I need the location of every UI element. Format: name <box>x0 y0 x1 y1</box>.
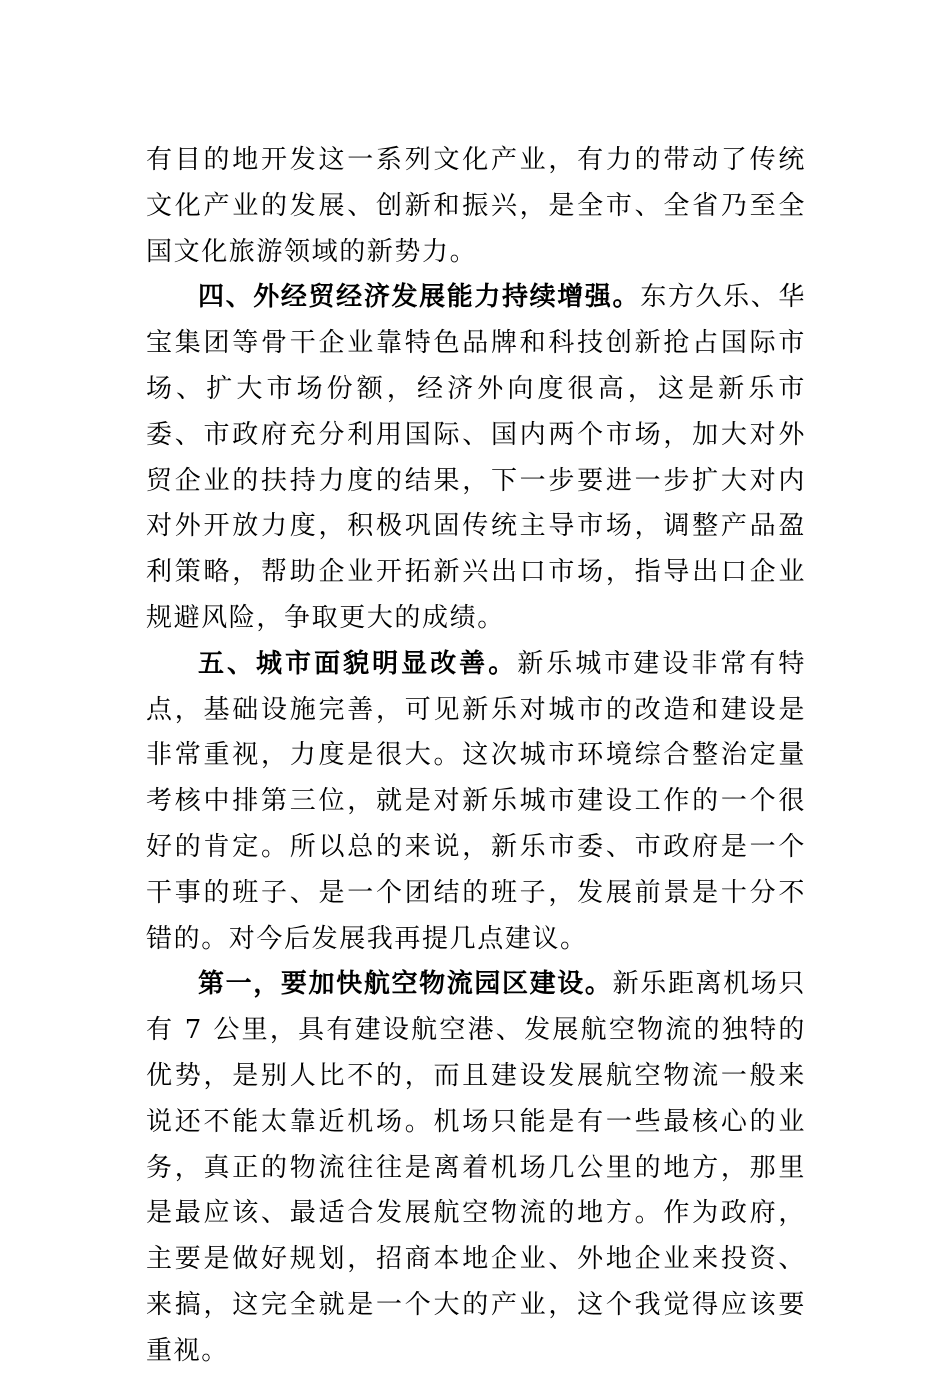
document-page <box>146 138 806 1375</box>
paragraph-lead: 五、城市面貌明显改善。 <box>198 648 518 679</box>
paragraph-lead: 第一，要加快航空物流园区建设。 <box>198 969 613 1000</box>
paragraph-continuation <box>146 138 806 275</box>
paragraph-text: 新乐距离机场只有 7 公里，具有建设航空港、发展航空物流的独特的优势，是别人比不的，而且建设发展航空物流一般来说还不能太靠近机场。机场只能是有一些最核心的业务，真正的物流往往是离着机场几公里的地方，那里是最应该、最适合发展航空物流的地方。作为政府，主要是做好规划，招商本地企业、外地企业来投资、来搞，这完全就是一个大的产业，这个我觉得应该要重视。 <box>146 969 806 1366</box>
paragraph-suggestion-one <box>146 962 806 1374</box>
paragraph-section-four <box>146 275 806 641</box>
paragraph-text: 有目的地开发这一系列文化产业，有力的带动了传统文化产业的发展、创新和振兴，是全市、全省乃至全国文化旅游领域的新势力。 <box>146 145 806 267</box>
paragraph-lead: 四、外经贸经济发展能力持续增强。 <box>198 282 641 313</box>
paragraph-text: 新乐城市建设非常有特点，基础设施完善，可见新乐对城市的改造和建设是非常重视，力度是很大。这次城市环境综合整治定量考核中排第三位，就是对新乐城市建设工作的一个很好的肯定。所以总的来说，新乐市委、市政府是一个干事的班子、是一个团结的班子，发展前景是十分不错的。对今后发展我再提几点建议。 <box>146 648 806 954</box>
paragraph-section-five <box>146 642 806 963</box>
paragraph-text: 东方久乐、华宝集团等骨干企业靠特色品牌和科技创新抢占国际市场、扩大市场份额，经济外向度很高，这是新乐市委、市政府充分利用国际、国内两个市场，加大对外贸企业的扶持力度的结果，下一步要进一步扩大对内对外开放力度，积极巩固传统主导市场，调整产品盈利策略，帮助企业开拓新兴出口市场，指导出口企业规避风险，争取更大的成绩。 <box>146 282 806 633</box>
